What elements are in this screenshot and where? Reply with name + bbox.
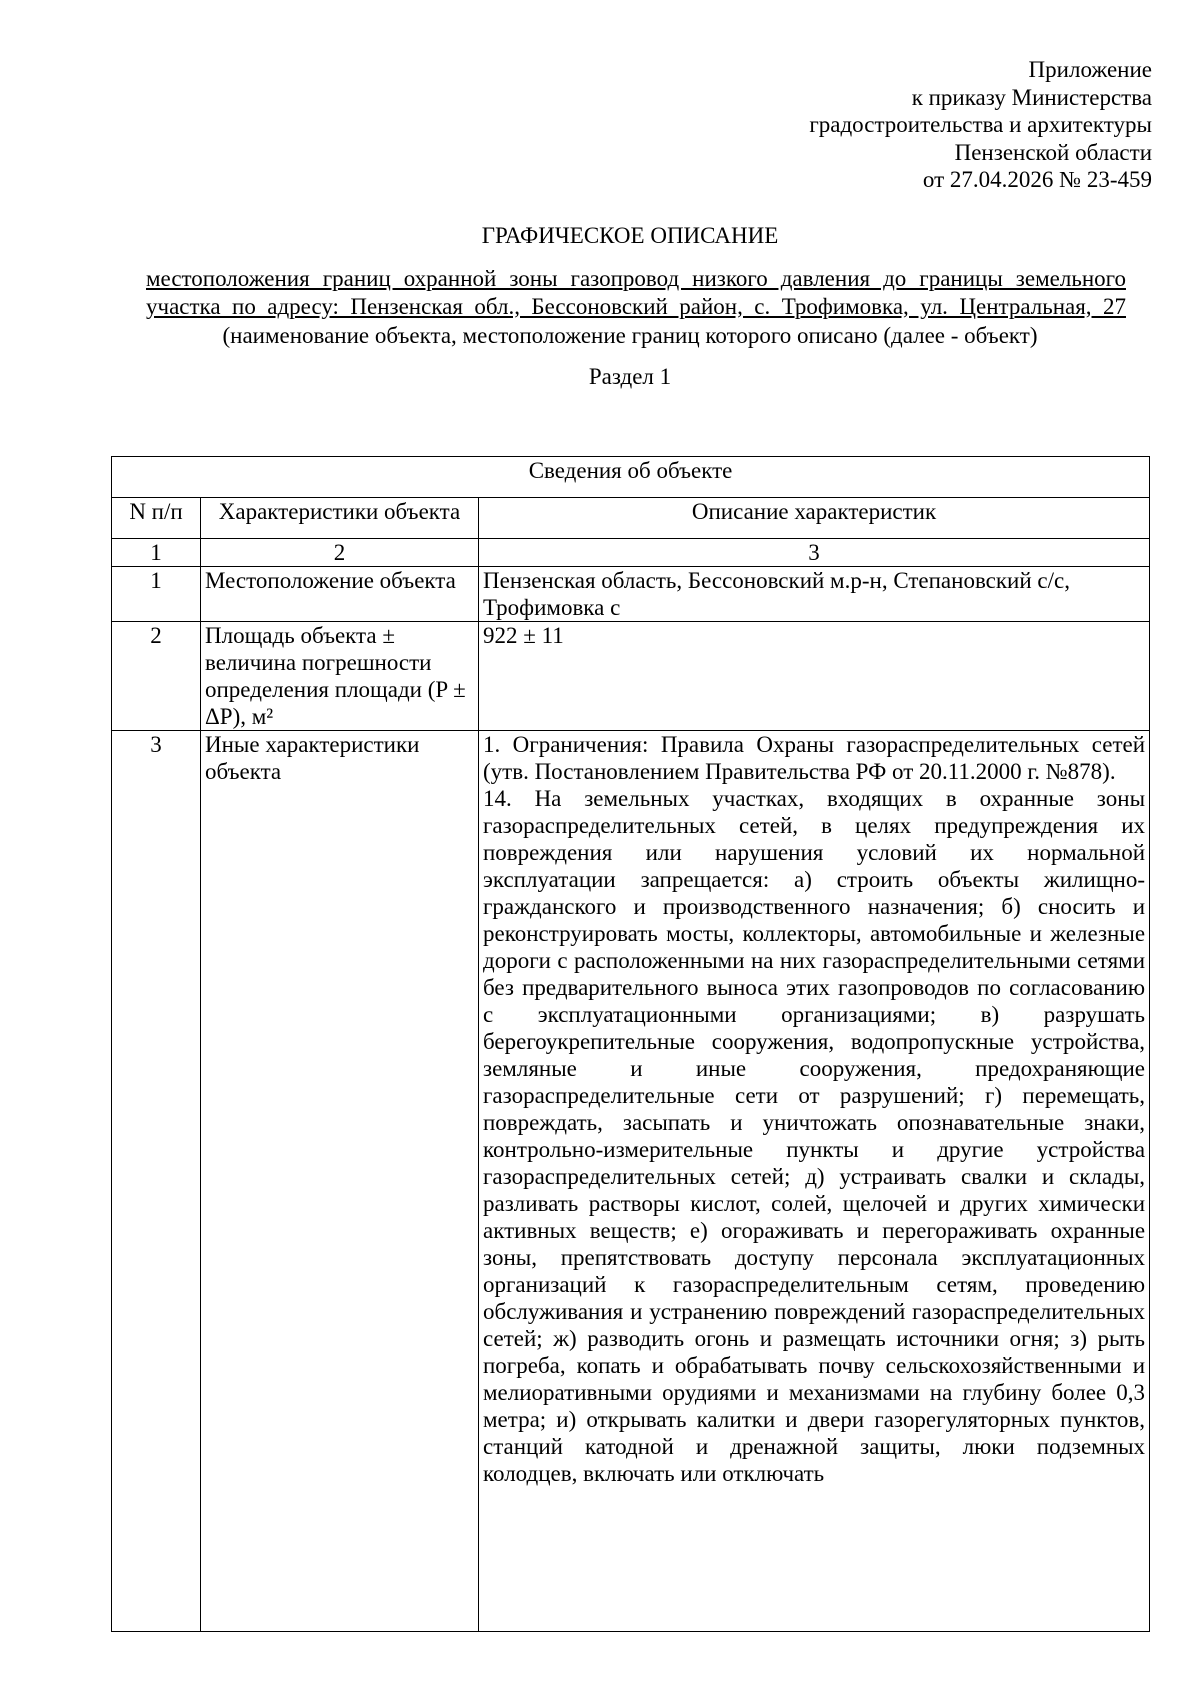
row-description: Пензенская область, Бессоновский м.р-н, Степановский с/с, Трофимовка с	[479, 567, 1150, 622]
prohibition-paragraph: 14. На земельных участках, входящих в охранные зоны газораспределительных сетей, в целях предупреждения их повреждения или нарушения условий их нормальной эксплуатации запрещается: а) строить объекты жилищно-гражданского и производственного назначения; б) сносить и реконструировать мосты, коллекторы, автомобильные и железные дороги с расположенными на них газораспределительными сетями без предварительного выноса этих газопроводов по согласованию с эксплуатационными организациями; в) разрушать берегоукрепительные сооружения, водопропускные устройства, земляные и иные сооружения, предохраняющие газораспределительные сети от разрушений; г) перемещать, повреждать, засыпать и уничтожать опознавательные знаки, контрольно-измерительные пункты и другие устройства газораспределительных сетей; д) устраивать свалки и склады, разливать растворы кислот, солей, щелочей и других химически активных веществ; е) огораживать и перегораживать охранные зоны, препятствовать доступу персонала эксплуатационных организаций к газораспределительным сетям, проведению обслуживания и устранению повреждений газораспределительных сетей; ж) разводить огонь и размещать источники огня; з) рыть погреба, копать и обрабатывать почву сельскохозяйственными и мелиоративными орудиями и механизмами на глубину более 0,3 метра; и) открывать калитки и двери газорегуляторных пунктов, станций катодной и дренажной защиты, люки подземных колодцев, включать или отключать	[483, 786, 1146, 1486]
header-line: Пензенской области	[954, 139, 1152, 165]
header-characteristic: Характеристики объекта	[201, 498, 479, 539]
column-number: 2	[201, 539, 479, 567]
object-info-table	[111, 456, 1150, 1632]
column-number: 3	[479, 539, 1150, 567]
table-header-row	[112, 498, 1150, 539]
document-title: ГРАФИЧЕСКОЕ ОПИСАНИЕ	[481, 223, 779, 248]
table-row	[112, 567, 1150, 622]
row-description: 922 ± 11	[479, 622, 1150, 731]
header-line: Приложение	[1028, 57, 1152, 82]
subject-line: местоположения границ охранной зоны газопровод низкого давления до границы земельного	[146, 266, 1126, 291]
row-num: 3	[112, 731, 201, 1632]
header-num: N п/п	[112, 498, 201, 539]
object-subject	[146, 265, 1126, 320]
column-number-row	[112, 539, 1150, 567]
table-title: Сведения об объекте	[112, 457, 1150, 498]
section-title: Раздел 1	[588, 364, 672, 389]
column-number: 1	[112, 539, 201, 567]
table-row	[112, 622, 1150, 731]
row-description	[479, 731, 1150, 1632]
subject-line: участка по адресу: Пензенская обл., Бессоновский район, с. Трофимовка, ул. Центральная, 27	[146, 293, 1126, 319]
row-characteristic: Местоположение объекта	[201, 567, 479, 622]
table-title-row	[112, 457, 1150, 498]
row-characteristic: Иные характеристики объекта	[201, 731, 479, 1632]
header-line: от 27.04.2026 № 23-459	[922, 167, 1152, 192]
row-num: 1	[112, 567, 201, 622]
row-characteristic: Площадь объекта ± величина погрешности определения площади (P ± ΔP), м²	[201, 622, 479, 731]
header-line: к приказу Министерства	[911, 84, 1152, 110]
table-row	[112, 731, 1150, 1632]
header-line: градостроительства и архитектуры	[809, 112, 1152, 137]
header-description: Описание характеристик	[479, 498, 1150, 539]
approval-header	[552, 56, 1152, 194]
row-num: 2	[112, 622, 201, 731]
subject-caption: (наименование объекта, местоположение границ которого описано (далее - объект)	[222, 323, 1038, 348]
restriction-paragraph: 1. Ограничения: Правила Охраны газораспределительных сетей (утв. Постановлением Правительства РФ от 20.11.2000 г. №878).	[483, 732, 1146, 784]
